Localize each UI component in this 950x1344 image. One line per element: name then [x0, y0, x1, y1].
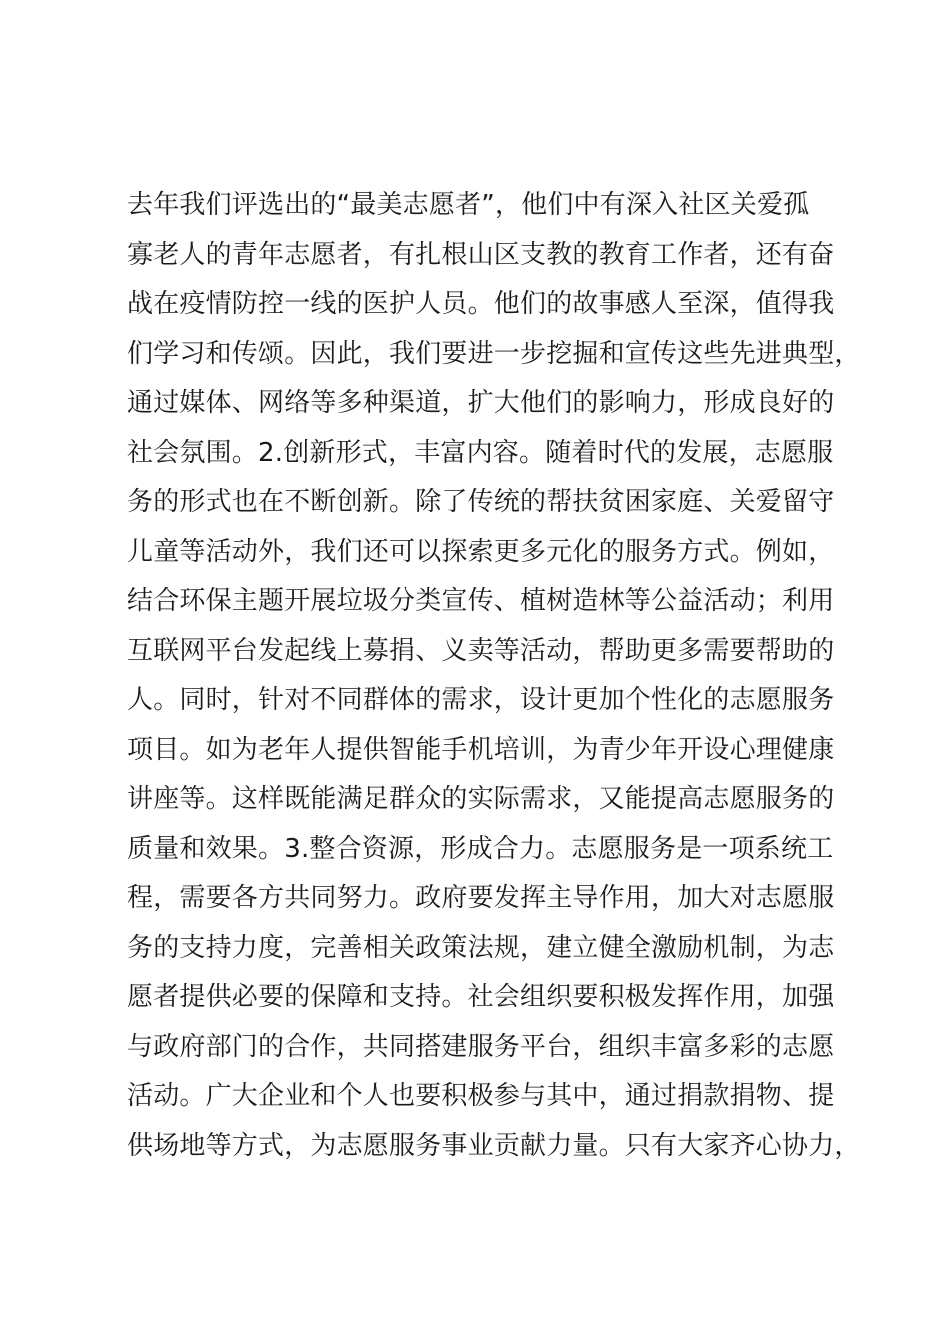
text-line: 项目。如为老年人提供智能手机培训，为青少年开设心理健康: [127, 734, 835, 765]
text-line: 活动。广大企业和个人也要积极参与其中，通过捐款捐物、提: [127, 1081, 835, 1111]
text-line: 供场地等方式，为志愿服务事业贡献力量。只有大家齐心协力，: [127, 1130, 861, 1161]
text-line: 结合环保主题开展垃圾分类宣传、植树造林等公益活动；利用: [127, 586, 835, 616]
text-line: 与政府部门的合作，共同搭建服务平台，组织丰富多彩的志愿: [127, 1031, 835, 1062]
text-line: 讲座等。这样既能满足群众的实际需求，又能提高志愿服务的: [127, 784, 835, 814]
text-line: 通过媒体、网络等多种渠道，扩大他们的影响力，形成良好的: [127, 388, 835, 418]
text-line: 程，需要各方共同努力。政府要发挥主导作用，加大对志愿服: [127, 883, 835, 913]
text-line: 去年我们评选出的“最美志愿者”，他们中有深入社区关爱孤: [127, 190, 810, 220]
text-line: 务的支持力度，完善相关政策法规，建立健全激励机制，为志: [127, 932, 835, 963]
text-line: 寡老人的青年志愿者，有扎根山区支教的教育工作者，还有奋: [127, 239, 835, 270]
body-text: [127, 181, 867, 1171]
text-line: 儿童等活动外，我们还可以探索更多元化的服务方式。例如，: [127, 536, 835, 567]
text-line: 战在疫情防控一线的医护人员。他们的故事感人至深，值得我: [127, 289, 835, 319]
text-line: 社会氛围。2.创新形式，丰富内容。随着时代的发展，志愿服: [127, 437, 834, 468]
text-line: 质量和效果。3.整合资源，形成合力。志愿服务是一项系统工: [127, 833, 834, 864]
text-line: 愿者提供必要的保障和支持。社会组织要积极发挥作用，加强: [127, 982, 835, 1012]
text-line: 务的形式也在不断创新。除了传统的帮扶贫困家庭、关爱留守: [127, 487, 835, 517]
text-line: 互联网平台发起线上募捐、义卖等活动，帮助更多需要帮助的: [127, 635, 835, 666]
text-line: 人。同时，针对不同群体的需求，设计更加个性化的志愿服务: [127, 685, 835, 715]
text-line: 们学习和传颂。因此，我们要进一步挖掘和宣传这些先进典型，: [127, 338, 861, 369]
